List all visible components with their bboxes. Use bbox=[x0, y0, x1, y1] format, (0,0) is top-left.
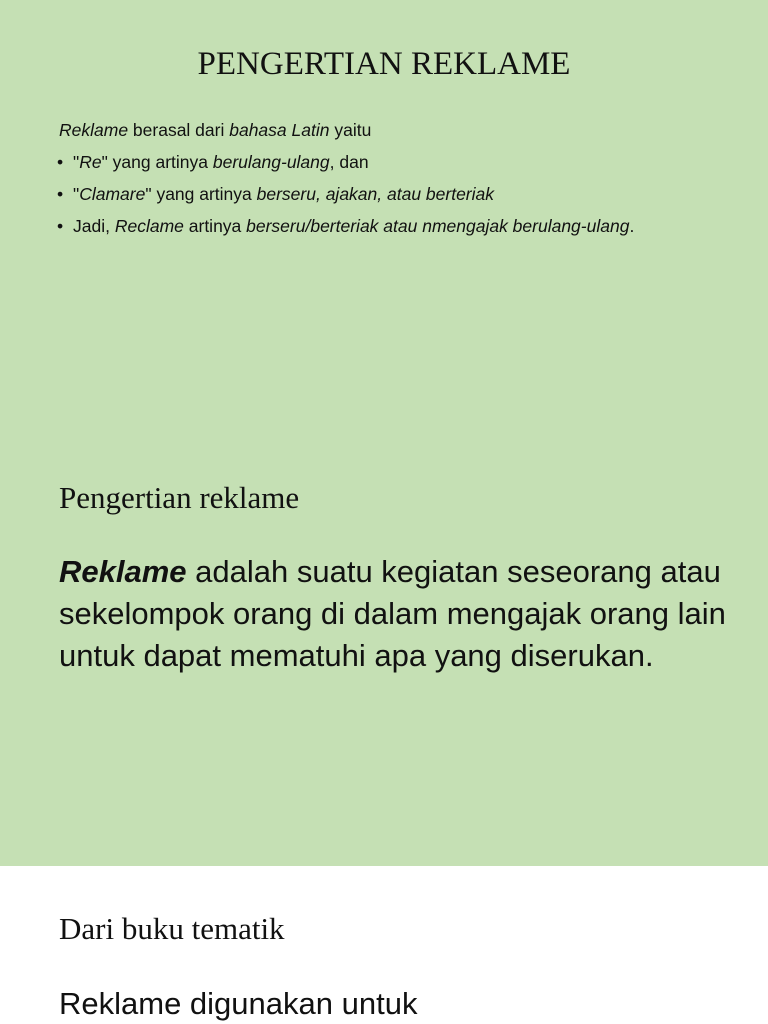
meaning: berseru, ajakan, atau berteriak bbox=[256, 184, 495, 204]
quote-close: " bbox=[145, 184, 152, 204]
intro-term: Reklame bbox=[59, 120, 129, 140]
intro-language: bahasa Latin bbox=[229, 120, 330, 140]
term: Reclame bbox=[114, 216, 184, 236]
list-item bbox=[57, 150, 707, 174]
list-item-lead: Jadi, bbox=[73, 216, 115, 236]
list-item-tail: , dan bbox=[329, 152, 369, 172]
root-word: Clamare bbox=[79, 184, 146, 204]
quote-open: " bbox=[73, 184, 80, 204]
definition-term: Reklame bbox=[59, 554, 187, 589]
quote-close: " bbox=[101, 152, 108, 172]
quote-open: " bbox=[73, 152, 80, 172]
list-item-tail: . bbox=[629, 216, 635, 236]
list-item-text: yang artinya bbox=[107, 152, 213, 172]
bullet-dot: • bbox=[57, 184, 64, 204]
meaning: berseru/berteriak atau nmengajak berulang-ulang bbox=[246, 216, 630, 236]
etymology-list bbox=[57, 150, 707, 246]
list-item-text: artinya bbox=[183, 216, 247, 236]
section-subheading: Pengertian reklame bbox=[59, 480, 300, 515]
definition-paragraph bbox=[59, 551, 739, 677]
root-word: Re bbox=[79, 152, 102, 172]
intro-paragraph bbox=[59, 118, 371, 142]
slide-buku-tematik bbox=[0, 866, 768, 1024]
list-item bbox=[57, 214, 707, 238]
section-subheading: Dari buku tematik bbox=[59, 911, 285, 946]
bullet-dot: • bbox=[57, 152, 64, 172]
intro-text-2: yaitu bbox=[329, 120, 372, 140]
list-item bbox=[57, 182, 707, 206]
list-item-text: yang artinya bbox=[151, 184, 257, 204]
slide-title: PENGERTIAN REKLAME bbox=[197, 46, 571, 82]
bullet-dot: • bbox=[57, 216, 64, 236]
body-paragraph: Reklame digunakan untuk bbox=[59, 986, 418, 1021]
definition-text: adalah suatu kegiatan seseorang atau sekelompok orang di dalam mengajak orang lain untuk dapat mematuhi apa yang diserukan. bbox=[59, 554, 726, 673]
meaning: berulang-ulang bbox=[212, 152, 330, 172]
intro-text-1: berasal dari bbox=[128, 120, 230, 140]
